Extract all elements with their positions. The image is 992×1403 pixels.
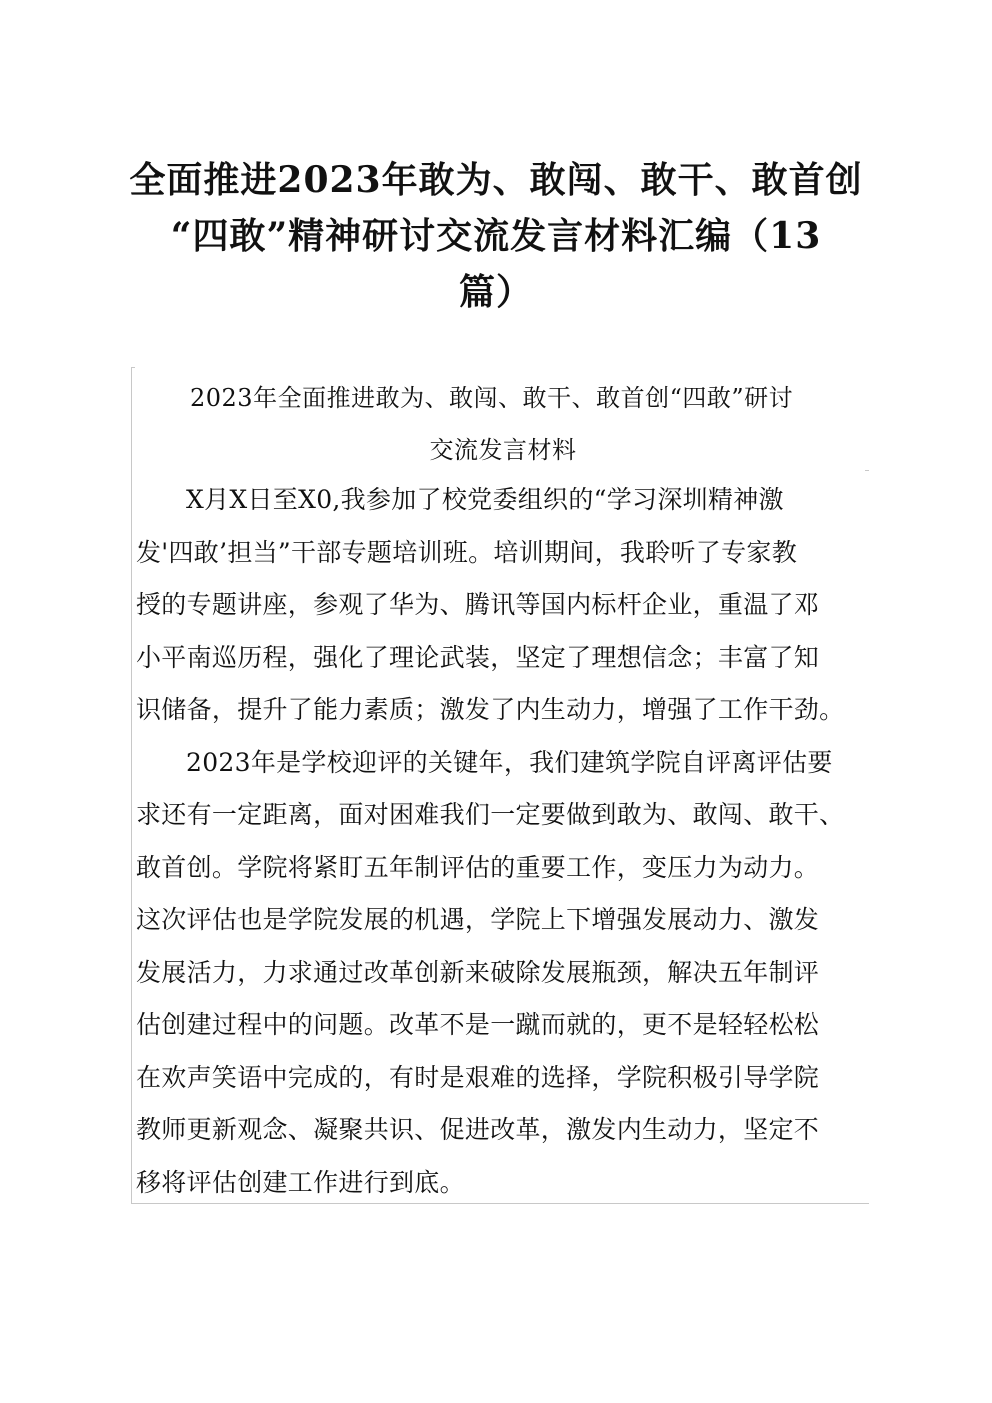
paragraph-2-line: 2023年是学校迎评的关键年，我们建筑学院自评离评估要	[186, 748, 833, 777]
paragraph-1-line: 发'四敢’担当”干部专题培训班。培训期间，我聆听了专家教	[136, 538, 798, 567]
frame-corner-mark	[131, 367, 135, 368]
paragraph-2-line: 移将评估创建工作进行到底。	[136, 1168, 465, 1197]
content-frame	[131, 367, 869, 1204]
paragraph-1-line: X月X日至X0,我参加了校党委组织的“学习深圳精神激	[186, 485, 784, 514]
section-subtitle-line-1: 2023年全面推进敢为、敢闯、敢干、敢首创“四敢”研讨	[190, 384, 794, 412]
document-title	[110, 152, 882, 320]
paragraph-2-line: 估创建过程中的问题。改革不是一蹴而就的，更不是轻轻松松	[136, 1010, 820, 1039]
section-subtitle-line-2: 交流发言材料	[429, 436, 577, 464]
paragraph-2-line: 在欢声笑语中完成的，有时是艰难的选择，学院积极引导学院	[136, 1063, 820, 1092]
title-line-3: 篇）	[458, 271, 533, 313]
paragraph-1-line: 授的专题讲座，参观了华为、腾讯等国内标杆企业，重温了邓	[136, 590, 820, 619]
title-line-2: “四敢”精神研讨交流发言材料汇编（13	[170, 215, 822, 257]
frame-corner-mark	[865, 470, 869, 471]
title-line-1: 全面推进2023年敢为、敢闯、敢干、敢首创	[129, 159, 863, 201]
paragraph-2-line: 发展活力，力求通过改革创新来破除发展瓶颈，解决五年制评	[136, 958, 820, 987]
paragraph-2-line: 这次评估也是学院发展的机遇，学院上下增强发展动力、激发	[136, 905, 820, 934]
paragraph-2-line: 敢首创。学院将紧盯五年制评估的重要工作，变压力为动力。	[136, 853, 820, 882]
paragraph-2-line: 求还有一定距离，面对困难我们一定要做到敢为、敢闯、敢干、	[136, 800, 845, 829]
paragraph-1-line: 小平南巡历程，强化了理论武装，坚定了理想信念；丰富了知	[136, 643, 820, 672]
paragraph-1-line: 识储备，提升了能力素质；激发了内生动力，增强了工作干劲。	[136, 695, 845, 724]
paragraph-2-line: 教师更新观念、凝聚共识、促进改革，激发内生动力，坚定不	[136, 1115, 820, 1144]
